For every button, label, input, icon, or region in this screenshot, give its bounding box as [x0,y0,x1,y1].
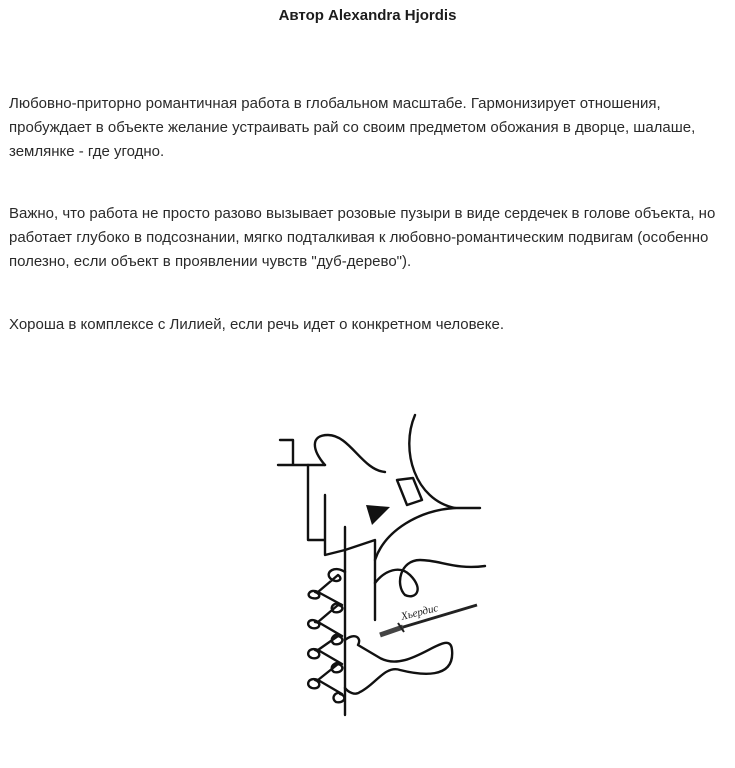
sigil-stroke-loop [375,560,485,596]
sigil-signature: Хьердис [399,602,440,623]
sigil-triangle [366,505,390,525]
description-paragraph-3: Хороша в комплексе с Лилией, если речь идет о конкретном человеке. [9,316,504,333]
sigil-stroke-infinity [345,636,452,693]
description-paragraph-1: Любовно-приторно романтичная работа в глобальном масштабе. Гармонизирует отношения, пробуждает в объекте желание устраивать рай со своим предметом обожания в дворце, шалаше, землянке - где угодно. [9,95,696,160]
sigil-stroke-wave [315,435,385,472]
author-title: Автор Alexandra Hjordis [278,7,457,24]
description-paragraph-2: Важно, что работа не просто разово вызывает розовые пузыри в виде сердечек в голове объекта, но работает глубоко в подсознании, мягко подталкивая к любовно-романтическим подвигам (особенно полезно, если объект в проявлении чувств "дуб-дерево"). [9,205,716,270]
sigil-stroke-diagonal [345,540,375,620]
sigil-stroke-chain [308,569,345,702]
sigil-drawing [250,400,510,730]
sigil-stroke-curve [375,508,455,560]
